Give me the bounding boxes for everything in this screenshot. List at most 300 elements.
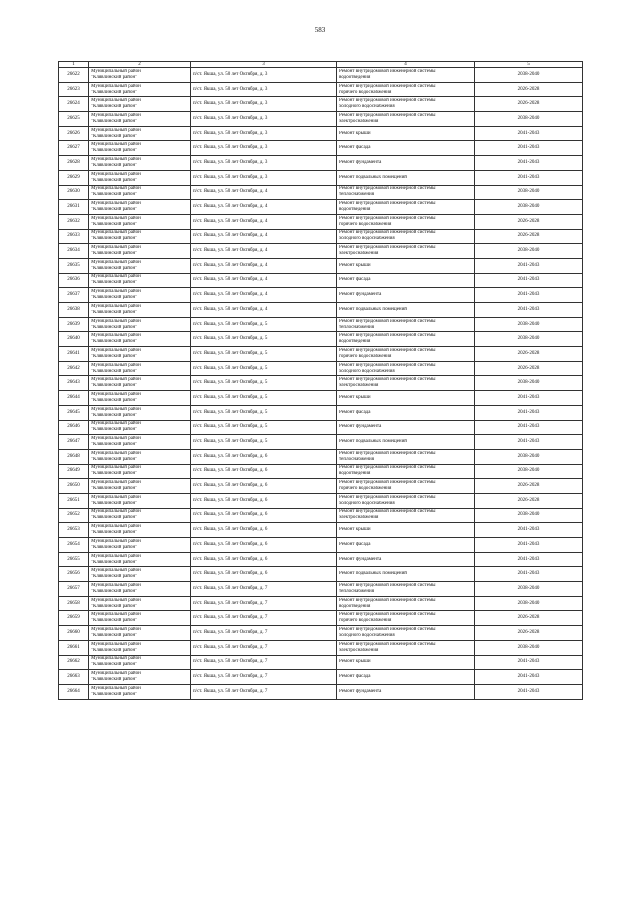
table-row	[59, 596, 583, 611]
record-number-cell: 26632	[59, 214, 89, 229]
district-line: "Клявлинский район"	[91, 618, 138, 624]
period-cell: 2038-2040	[475, 582, 583, 597]
district-cell	[89, 126, 191, 141]
district-cell	[89, 185, 191, 200]
work-type-line: Ремонт подвальных помещений	[339, 174, 407, 180]
work-type-line: Ремонт внутридомовой инженерной системы	[339, 377, 436, 383]
record-number-cell: 26623	[59, 82, 89, 97]
period-cell: 2041-2043	[475, 126, 583, 141]
district-cell	[89, 640, 191, 655]
work-type-cell	[337, 156, 475, 171]
district-line: Муниципальный район	[91, 303, 141, 309]
work-type-line: теплоснабжения	[339, 192, 374, 198]
district-line: "Клявлинский район"	[91, 574, 138, 580]
address-cell: п/ст. Якшa, ул. 50 лет Октября, д. 4	[191, 258, 337, 273]
district-line: "Клявлинский район"	[91, 383, 138, 389]
address-cell: п/ст. Якшa, ул. 50 лет Октября, д. 4	[191, 214, 337, 229]
table-row	[59, 611, 583, 626]
record-number-cell: 26635	[59, 258, 89, 273]
district-line: "Клявлинский район"	[91, 192, 138, 198]
address-cell: п/ст. Якшa, ул. 50 лет Октября, д. 5	[191, 332, 337, 347]
period-cell: 2038-2040	[475, 68, 583, 83]
address-cell: п/ст. Якшa, ул. 50 лет Октября, д. 7	[191, 582, 337, 597]
work-type-line: горячего водоснабжения	[339, 486, 392, 492]
registry-table	[58, 61, 583, 700]
district-line: Муниципальный район	[91, 406, 141, 412]
record-number-cell: 26644	[59, 391, 89, 406]
address-cell: п/ст. Якшa, ул. 50 лет Октября, д. 5	[191, 376, 337, 391]
district-line: Муниципальный район	[91, 171, 141, 177]
address-cell: п/ст. Якшa, ул. 50 лет Октября, д. 3	[191, 97, 337, 112]
work-type-line: Ремонт внутридомовой инженерной системы	[339, 641, 436, 647]
period-cell: 2038-2040	[475, 244, 583, 259]
work-type-cell	[337, 244, 475, 259]
district-line: "Клявлинский район"	[91, 559, 138, 565]
table-row	[59, 317, 583, 332]
record-number-cell: 26626	[59, 126, 89, 141]
work-type-cell	[337, 391, 475, 406]
district-line: "Клявлинский район"	[91, 632, 138, 638]
table-row	[59, 156, 583, 171]
district-line: Муниципальный район	[91, 494, 141, 500]
district-cell	[89, 538, 191, 553]
table-row	[59, 493, 583, 508]
period-cell: 2041-2043	[475, 435, 583, 450]
work-type-line: Ремонт внутридомовой инженерной системы	[339, 509, 436, 515]
district-line: Муниципальный район	[91, 230, 141, 236]
work-type-line: электроснабжения	[339, 515, 379, 521]
record-number-cell: 26647	[59, 435, 89, 450]
period-cell: 2041-2043	[475, 567, 583, 582]
district-line: Муниципальный район	[91, 127, 141, 133]
district-line: Муниципальный район	[91, 391, 141, 397]
work-type-line: горячего водоснабжения	[339, 221, 392, 227]
table-row	[59, 332, 583, 347]
district-line: Муниципальный район	[91, 538, 141, 544]
work-type-line: Ремонт фундамента	[339, 688, 382, 694]
district-line: Муниципальный район	[91, 685, 141, 691]
address-cell: п/ст. Якшa, ул. 50 лет Октября, д. 7	[191, 626, 337, 641]
district-line: Муниципальный район	[91, 68, 141, 74]
district-cell	[89, 435, 191, 450]
record-number-cell: 26624	[59, 97, 89, 112]
record-number-cell: 26638	[59, 303, 89, 318]
district-line: "Клявлинский район"	[91, 339, 138, 345]
table-row	[59, 670, 583, 685]
district-line: "Клявлинский район"	[91, 148, 138, 154]
address-cell: п/ст. Якшa, ул. 50 лет Октября, д. 5	[191, 435, 337, 450]
district-cell	[89, 449, 191, 464]
column-header: 2	[89, 62, 191, 68]
address-cell: п/ст. Якшa, ул. 50 лет Октября, д. 3	[191, 82, 337, 97]
work-type-line: Ремонт фасада	[339, 541, 371, 547]
district-line: "Клявлинский район"	[91, 500, 138, 506]
work-type-line: Ремонт подвальных помещений	[339, 306, 407, 312]
work-type-cell	[337, 420, 475, 435]
work-type-line: электроснабжения	[339, 647, 379, 653]
work-type-line: электроснабжения	[339, 383, 379, 389]
district-line: Муниципальный район	[91, 245, 141, 251]
district-line: Муниципальный район	[91, 333, 141, 339]
work-type-cell	[337, 479, 475, 494]
work-type-cell	[337, 317, 475, 332]
district-line: "Клявлинский район"	[91, 251, 138, 257]
work-type-cell	[337, 684, 475, 699]
record-number-cell: 26631	[59, 200, 89, 215]
district-line: "Клявлинский район"	[91, 427, 138, 433]
address-cell: п/ст. Якшa, ул. 50 лет Октября, д. 3	[191, 112, 337, 127]
work-type-cell	[337, 640, 475, 655]
district-line: "Клявлинский район"	[91, 456, 138, 462]
address-cell: п/ст. Якшa, ул. 50 лет Октября, д. 3	[191, 170, 337, 185]
district-line: "Клявлинский район"	[91, 133, 138, 139]
address-cell: п/ст. Якшa, ул. 50 лет Октября, д. 7	[191, 611, 337, 626]
district-line: "Клявлинский район"	[91, 177, 138, 183]
work-type-cell	[337, 332, 475, 347]
work-type-line: Ремонт внутридомовой инженерной системы	[339, 245, 436, 251]
district-cell	[89, 258, 191, 273]
address-cell: п/ст. Якшa, ул. 50 лет Октября, д. 7	[191, 655, 337, 670]
district-cell	[89, 376, 191, 391]
district-line: "Клявлинский район"	[91, 162, 138, 168]
district-line: Муниципальный район	[91, 671, 141, 677]
work-type-cell	[337, 214, 475, 229]
work-type-line: Ремонт внутридомовой инженерной системы	[339, 98, 436, 104]
address-cell: п/ст. Якшa, ул. 50 лет Октября, д. 7	[191, 640, 337, 655]
table-row	[59, 229, 583, 244]
column-header: 5	[475, 62, 583, 68]
district-cell	[89, 493, 191, 508]
address-cell: п/ст. Якшa, ул. 50 лет Октября, д. 6	[191, 552, 337, 567]
table-row	[59, 347, 583, 362]
table-row	[59, 288, 583, 303]
table-row	[59, 303, 583, 318]
work-type-line: горячего водоснабжения	[339, 618, 392, 624]
district-cell	[89, 244, 191, 259]
work-type-line: горячего водоснабжения	[339, 353, 392, 359]
table-row	[59, 376, 583, 391]
address-cell: п/ст. Якшa, ул. 50 лет Октября, д. 3	[191, 156, 337, 171]
work-type-line: Ремонт внутридомовой инженерной системы	[339, 215, 436, 221]
district-line: Муниципальный район	[91, 509, 141, 515]
address-cell: п/ст. Якшa, ул. 50 лет Октября, д. 5	[191, 391, 337, 406]
table-row	[59, 435, 583, 450]
work-type-cell	[337, 449, 475, 464]
address-cell: п/ст. Якшa, ул. 50 лет Октября, д. 4	[191, 229, 337, 244]
work-type-cell	[337, 626, 475, 641]
work-type-line: горячего водоснабжения	[339, 89, 392, 95]
record-number-cell: 26661	[59, 640, 89, 655]
table-row	[59, 244, 583, 259]
record-number-cell: 26645	[59, 405, 89, 420]
table-row	[59, 479, 583, 494]
table-row	[59, 420, 583, 435]
table-row	[59, 391, 583, 406]
work-type-line: теплоснабжения	[339, 324, 374, 330]
record-number-cell: 26637	[59, 288, 89, 303]
work-type-cell	[337, 523, 475, 538]
record-number-cell: 26643	[59, 376, 89, 391]
record-number-cell: 26636	[59, 273, 89, 288]
period-cell: 2038-2040	[475, 376, 583, 391]
district-line: Муниципальный район	[91, 274, 141, 280]
work-type-cell	[337, 273, 475, 288]
period-cell: 2026-2028	[475, 493, 583, 508]
work-type-line: Ремонт крыши	[339, 527, 371, 533]
address-cell: п/ст. Якшa, ул. 50 лет Октября, д. 6	[191, 493, 337, 508]
district-cell	[89, 332, 191, 347]
district-cell	[89, 479, 191, 494]
district-line: "Клявлинский район"	[91, 280, 138, 286]
record-number-cell: 26652	[59, 508, 89, 523]
period-cell: 2038-2040	[475, 640, 583, 655]
work-type-line: Ремонт внутридомовой инженерной системы	[339, 626, 436, 632]
table-row	[59, 82, 583, 97]
work-type-line: Ремонт фундамента	[339, 424, 382, 430]
table-row	[59, 567, 583, 582]
district-line: Муниципальный район	[91, 156, 141, 162]
period-cell: 2026-2028	[475, 361, 583, 376]
address-cell: п/ст. Якшa, ул. 50 лет Октября, д. 6	[191, 449, 337, 464]
district-line: Муниципальный район	[91, 450, 141, 456]
district-cell	[89, 670, 191, 685]
work-type-cell	[337, 655, 475, 670]
page-number: 583	[314, 26, 326, 34]
record-number-cell: 26656	[59, 567, 89, 582]
district-line: "Клявлинский район"	[91, 74, 138, 80]
work-type-line: водоотведения	[339, 471, 371, 477]
district-line: Муниципальный район	[91, 259, 141, 265]
address-cell: п/ст. Якшa, ул. 50 лет Октября, д. 4	[191, 244, 337, 259]
work-type-line: Ремонт фасада	[339, 145, 371, 151]
period-cell: 2026-2028	[475, 97, 583, 112]
period-cell: 2041-2043	[475, 405, 583, 420]
district-line: "Клявлинский район"	[91, 530, 138, 536]
work-type-line: холодного водоснабжения	[339, 236, 395, 242]
address-cell: п/ст. Якшa, ул. 50 лет Октября, д. 7	[191, 670, 337, 685]
table-row	[59, 582, 583, 597]
record-number-cell: 26641	[59, 347, 89, 362]
district-cell	[89, 567, 191, 582]
table-row	[59, 200, 583, 215]
period-cell: 2038-2040	[475, 112, 583, 127]
district-line: Муниципальный район	[91, 289, 141, 295]
district-cell	[89, 200, 191, 215]
work-type-line: Ремонт внутридомовой инженерной системы	[339, 333, 436, 339]
record-number-cell: 26628	[59, 156, 89, 171]
district-line: "Клявлинский район"	[91, 603, 138, 609]
table-row	[59, 97, 583, 112]
table-row	[59, 552, 583, 567]
district-line: Муниципальный район	[91, 377, 141, 383]
table-row	[59, 626, 583, 641]
work-type-line: Ремонт внутридомовой инженерной системы	[339, 347, 436, 353]
period-cell: 2041-2043	[475, 552, 583, 567]
work-type-line: Ремонт внутридомовой инженерной системы	[339, 480, 436, 486]
work-type-cell	[337, 567, 475, 582]
address-cell: п/ст. Якшa, ул. 50 лет Октября, д. 3	[191, 141, 337, 156]
table-row	[59, 464, 583, 479]
work-type-line: Ремонт крыши	[339, 659, 371, 665]
district-cell	[89, 288, 191, 303]
table-row	[59, 185, 583, 200]
period-cell: 2041-2043	[475, 684, 583, 699]
address-cell: п/ст. Якшa, ул. 50 лет Октября, д. 6	[191, 464, 337, 479]
work-type-cell	[337, 596, 475, 611]
period-cell: 2038-2040	[475, 317, 583, 332]
work-type-line: Ремонт внутридомовой инженерной системы	[339, 597, 436, 603]
district-line: Муниципальный район	[91, 201, 141, 207]
period-cell: 2038-2040	[475, 332, 583, 347]
district-line: Муниципальный район	[91, 112, 141, 118]
work-type-line: теплоснабжения	[339, 456, 374, 462]
district-line: Муниципальный район	[91, 465, 141, 471]
table-body	[59, 68, 583, 700]
district-cell	[89, 405, 191, 420]
record-number-cell: 26650	[59, 479, 89, 494]
district-cell	[89, 273, 191, 288]
period-cell: 2041-2043	[475, 420, 583, 435]
district-line: Муниципальный район	[91, 347, 141, 353]
work-type-line: Ремонт внутридомовой инженерной системы	[339, 230, 436, 236]
period-cell: 2038-2040	[475, 185, 583, 200]
district-line: "Клявлинский район"	[91, 89, 138, 95]
work-type-cell	[337, 303, 475, 318]
address-cell: п/ст. Якшa, ул. 50 лет Октября, д. 4	[191, 303, 337, 318]
district-cell	[89, 626, 191, 641]
district-line: "Клявлинский район"	[91, 588, 138, 594]
period-cell: 2038-2040	[475, 596, 583, 611]
district-line: "Клявлинский район"	[91, 662, 138, 668]
district-cell	[89, 655, 191, 670]
district-line: Муниципальный район	[91, 318, 141, 324]
table-row	[59, 361, 583, 376]
work-type-line: Ремонт внутридомовой инженерной системы	[339, 186, 436, 192]
address-cell: п/ст. Якшa, ул. 50 лет Октября, д. 4	[191, 200, 337, 215]
district-line: "Клявлинский район"	[91, 207, 138, 213]
period-cell: 2038-2040	[475, 464, 583, 479]
district-line: Муниципальный район	[91, 480, 141, 486]
work-type-cell	[337, 435, 475, 450]
period-cell: 2041-2043	[475, 523, 583, 538]
district-line: Муниципальный район	[91, 524, 141, 530]
work-type-line: холодного водоснабжения	[339, 368, 395, 374]
record-number-cell: 26630	[59, 185, 89, 200]
work-type-cell	[337, 82, 475, 97]
period-cell: 2041-2043	[475, 655, 583, 670]
work-type-line: водоотведения	[339, 603, 371, 609]
work-type-line: Ремонт внутридомовой инженерной системы	[339, 201, 436, 207]
work-type-line: Ремонт внутридомовой инженерной системы	[339, 83, 436, 89]
record-number-cell: 26642	[59, 361, 89, 376]
district-line: Муниципальный район	[91, 626, 141, 632]
table-row	[59, 141, 583, 156]
table-row	[59, 405, 583, 420]
work-type-line: Ремонт подвальных помещений	[339, 439, 407, 445]
address-cell: п/ст. Якшa, ул. 50 лет Октября, д. 6	[191, 508, 337, 523]
address-cell: п/ст. Якшa, ул. 50 лет Октября, д. 7	[191, 596, 337, 611]
district-cell	[89, 552, 191, 567]
district-line: Муниципальный район	[91, 83, 141, 89]
work-type-line: теплоснабжения	[339, 588, 374, 594]
table-row	[59, 126, 583, 141]
record-number-cell: 26655	[59, 552, 89, 567]
record-number-cell: 26625	[59, 112, 89, 127]
district-cell	[89, 347, 191, 362]
district-cell	[89, 611, 191, 626]
record-number-cell: 26622	[59, 68, 89, 83]
work-type-cell	[337, 361, 475, 376]
district-line: "Клявлинский район"	[91, 368, 138, 374]
record-number-cell: 26633	[59, 229, 89, 244]
address-cell: п/ст. Якшa, ул. 50 лет Октября, д. 5	[191, 347, 337, 362]
district-cell	[89, 68, 191, 83]
work-type-cell	[337, 582, 475, 597]
district-cell	[89, 141, 191, 156]
work-type-line: холодного водоснабжения	[339, 632, 395, 638]
work-type-line: Ремонт фундамента	[339, 159, 382, 165]
period-cell: 2026-2028	[475, 82, 583, 97]
table-row	[59, 508, 583, 523]
district-line: Муниципальный район	[91, 98, 141, 104]
period-cell: 2038-2040	[475, 200, 583, 215]
district-cell	[89, 97, 191, 112]
period-cell: 2038-2040	[475, 449, 583, 464]
period-cell: 2026-2028	[475, 479, 583, 494]
address-cell: п/ст. Якшa, ул. 50 лет Октября, д. 4	[191, 273, 337, 288]
record-number-cell: 26639	[59, 317, 89, 332]
district-cell	[89, 229, 191, 244]
record-number-cell: 26648	[59, 449, 89, 464]
work-type-cell	[337, 97, 475, 112]
work-type-line: Ремонт фасада	[339, 674, 371, 680]
work-type-cell	[337, 288, 475, 303]
table-row	[59, 655, 583, 670]
district-line: Муниципальный район	[91, 186, 141, 192]
period-cell: 2041-2043	[475, 303, 583, 318]
record-number-cell: 26654	[59, 538, 89, 553]
work-type-cell	[337, 170, 475, 185]
period-cell: 2041-2043	[475, 538, 583, 553]
work-type-line: холодного водоснабжения	[339, 500, 395, 506]
work-type-cell	[337, 405, 475, 420]
district-line: "Клявлинский район"	[91, 104, 138, 110]
address-cell: п/ст. Якшa, ул. 50 лет Октября, д. 6	[191, 567, 337, 582]
table-row	[59, 68, 583, 83]
period-cell: 2026-2028	[475, 229, 583, 244]
work-type-line: Ремонт крыши	[339, 130, 371, 136]
work-type-cell	[337, 200, 475, 215]
district-line: Муниципальный район	[91, 421, 141, 427]
district-cell	[89, 464, 191, 479]
period-cell: 2041-2043	[475, 141, 583, 156]
district-line: "Клявлинский район"	[91, 471, 138, 477]
work-type-cell	[337, 670, 475, 685]
work-type-cell	[337, 258, 475, 273]
district-line: "Клявлинский район"	[91, 691, 138, 697]
column-header: 1	[59, 62, 89, 68]
record-number-cell: 26649	[59, 464, 89, 479]
district-line: "Клявлинский район"	[91, 397, 138, 403]
district-line: "Клявлинский район"	[91, 647, 138, 653]
period-cell: 2041-2043	[475, 288, 583, 303]
work-type-line: Ремонт фасада	[339, 277, 371, 283]
period-cell: 2041-2043	[475, 170, 583, 185]
district-line: Муниципальный район	[91, 582, 141, 588]
table-row	[59, 214, 583, 229]
district-line: "Клявлинский район"	[91, 677, 138, 683]
work-type-cell	[337, 508, 475, 523]
